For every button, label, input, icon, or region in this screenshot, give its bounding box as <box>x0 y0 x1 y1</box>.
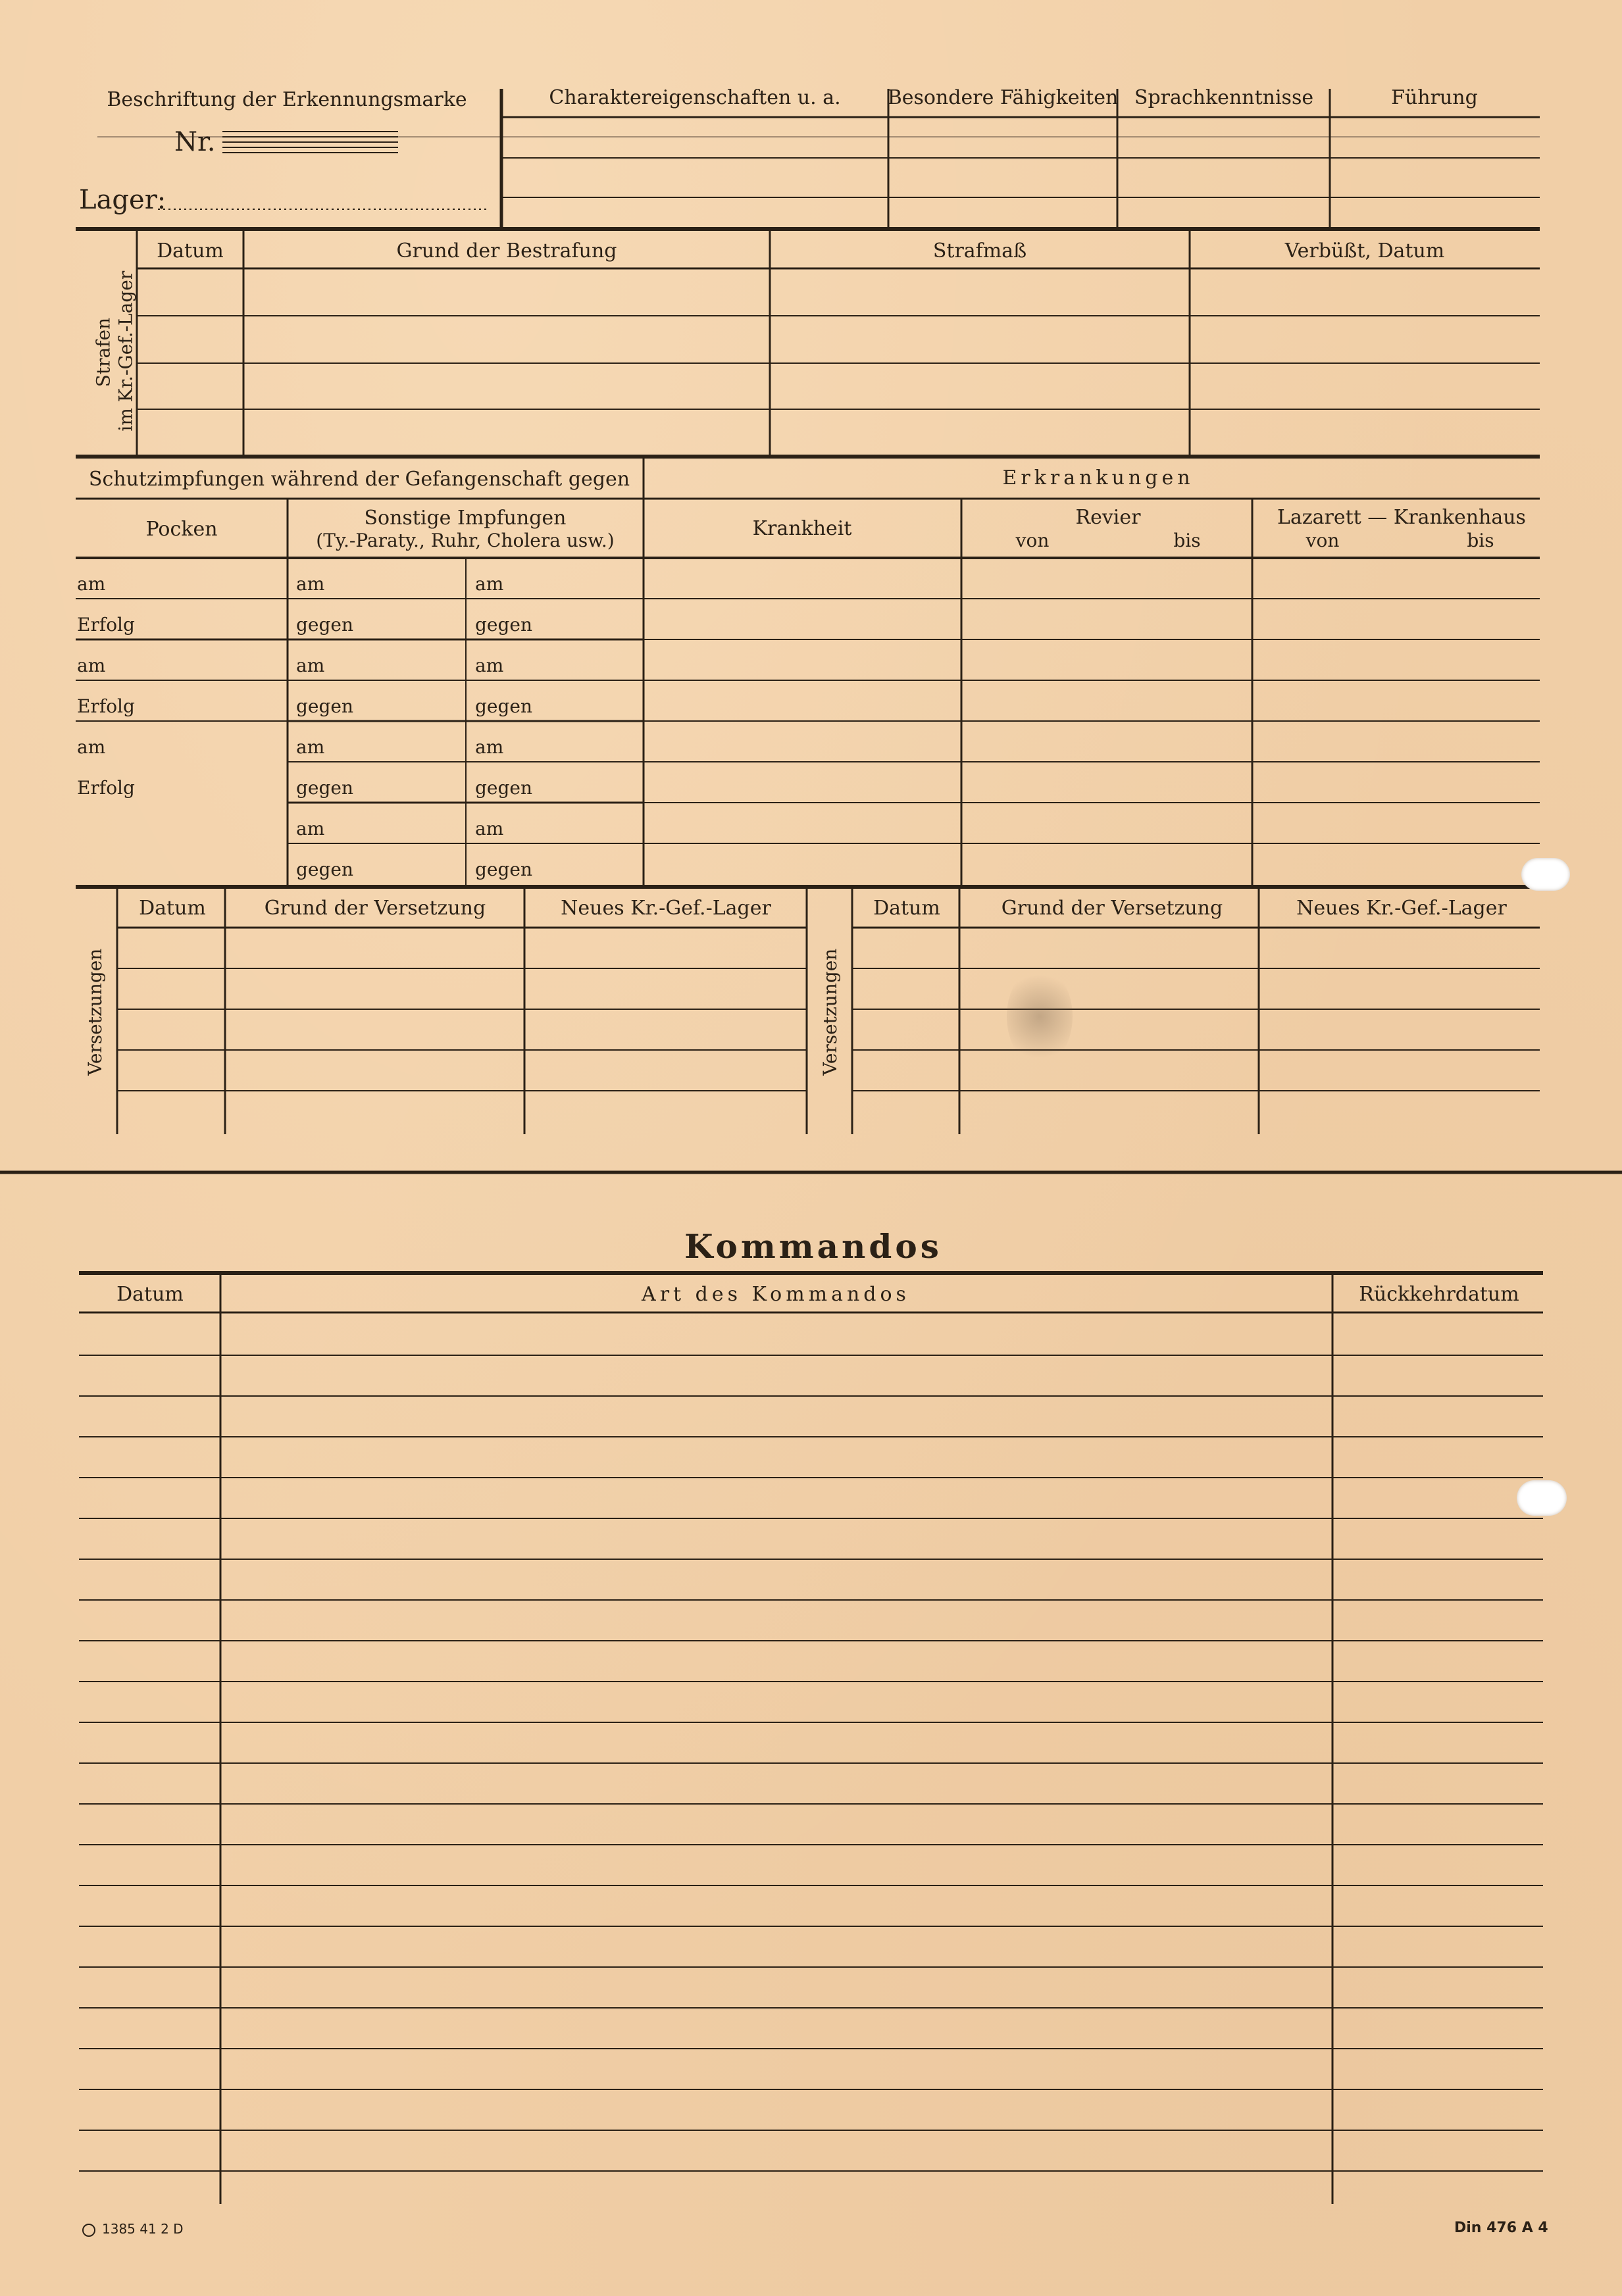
din-label: Din 476 A 4 <box>1454 2220 1548 2236</box>
print-code <box>82 2222 184 2237</box>
other-vacc-sublabel: (Ty.-Paraty., Ruhr, Cholera usw.) <box>316 530 615 551</box>
col-character: Charaktereigenschaften u. a. <box>549 86 841 109</box>
vacc-row-0-left: am <box>77 573 106 595</box>
vacc-row-4-left: am <box>77 736 106 758</box>
vacc-row-3-mid: gegen <box>296 695 354 717</box>
hospital-from: von <box>1305 530 1340 551</box>
printer-mark-icon <box>82 2224 95 2237</box>
vacc-row-4-mid: am <box>296 736 325 758</box>
vacc-row-3-right: gegen <box>475 695 533 717</box>
transfer-right-col-date: Datum <box>873 897 940 920</box>
disease-label: Krankheit <box>752 517 852 540</box>
vacc-row-0-right: am <box>475 573 504 595</box>
revier-to: bis <box>1173 530 1201 551</box>
col-conduct: Führung <box>1391 86 1478 109</box>
vacc-row-3-left: Erfolg <box>77 695 135 717</box>
vacc-row-7-right: gegen <box>475 859 533 880</box>
punish-col-date: Datum <box>157 239 224 262</box>
vacc-row-2-mid: am <box>296 655 325 676</box>
vacc-row-1-mid: gegen <box>296 614 354 636</box>
camp-label: Lager: <box>79 185 166 215</box>
transfers-side-label-right: Versetzungen <box>819 948 842 1076</box>
punishments-side-line2: im Kr.-Gef.-Lager <box>114 270 136 432</box>
kommandos-title: Kommandos <box>684 1227 942 1266</box>
other-vacc-label: Sonstige Impfungen <box>364 507 567 530</box>
punch-hole-lower <box>1517 1480 1567 1516</box>
vacc-row-6-mid: am <box>296 818 325 839</box>
transfer-left-col-date: Datum <box>139 897 206 920</box>
vacc-row-5-right: gegen <box>475 777 533 799</box>
inscription-label: Beschriftung der Erkennungsmarke <box>107 88 467 111</box>
nr-label: Nr. <box>174 127 216 157</box>
punch-hole-upper <box>1521 858 1570 891</box>
vacc-row-0-mid: am <box>296 573 325 595</box>
transfer-left-col-reason: Grund der Versetzung <box>264 897 486 920</box>
punish-col-sentence: Strafmaß <box>932 239 1027 262</box>
print-code-text: 1385 41 2 D <box>102 2221 184 2237</box>
kommando-col-date: Datum <box>116 1283 184 1306</box>
col-languages: Sprachkenntnisse <box>1134 86 1314 109</box>
hospital-to: bis <box>1467 530 1494 551</box>
vacc-row-1-right: gegen <box>475 614 533 636</box>
punish-col-reason: Grund der Bestrafung <box>396 239 617 262</box>
vacc-row-2-left: am <box>77 655 106 676</box>
punishments-side-label <box>92 270 136 432</box>
vacc-row-5-left: Erfolg <box>77 777 135 799</box>
vacc-row-7-mid: gegen <box>296 859 354 880</box>
vaccinations-title: Schutzimpfungen während der Gefangenschaft gegen <box>88 468 630 491</box>
vacc-row-6-right: am <box>475 818 504 839</box>
transfer-left-col-camp: Neues Kr.-Gef.-Lager <box>561 897 771 920</box>
vacc-row-4-right: am <box>475 736 504 758</box>
vacc-row-1-left: Erfolg <box>77 614 135 636</box>
punishments-side-line1: Strafen <box>92 317 114 387</box>
kommando-col-return: Rückkehrdatum <box>1359 1283 1519 1306</box>
vacc-row-2-right: am <box>475 655 504 676</box>
col-abilities: Besondere Fähigkeiten <box>887 86 1119 109</box>
transfer-right-col-reason: Grund der Versetzung <box>1001 897 1223 920</box>
pox-label: Pocken <box>145 518 218 541</box>
revier-label: Revier <box>1075 506 1141 529</box>
ink-smudge <box>1007 967 1073 1066</box>
transfers-side-label-left: Versetzungen <box>84 948 107 1076</box>
kommando-col-type: Art des Kommandos <box>642 1283 910 1306</box>
hospital-label: Lazarett — Krankenhaus <box>1277 506 1526 529</box>
revier-from: von <box>1015 530 1050 551</box>
illnesses-title: Erkrankungen <box>1002 466 1194 489</box>
punish-col-served: Verbüßt, Datum <box>1284 239 1445 262</box>
vacc-row-5-mid: gegen <box>296 777 354 799</box>
transfer-right-col-camp: Neues Kr.-Gef.-Lager <box>1296 897 1507 920</box>
